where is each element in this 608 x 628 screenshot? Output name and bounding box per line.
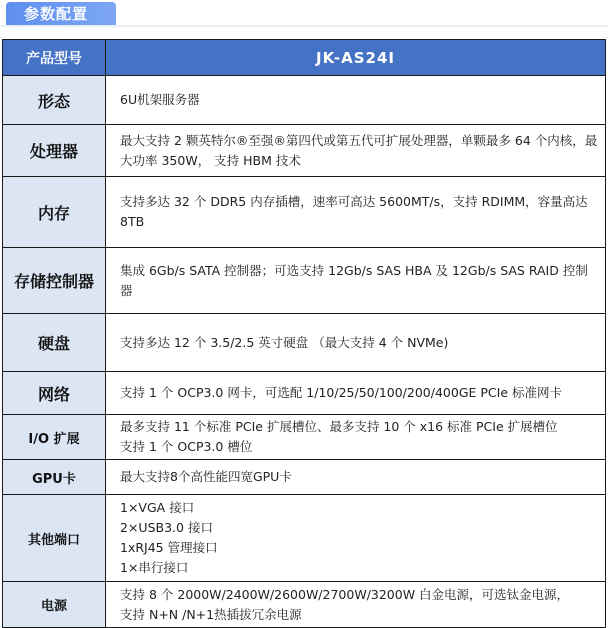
row-label-memory: 内存 xyxy=(3,177,106,248)
table-header-row xyxy=(3,40,606,76)
row-label-processor: 处理器 xyxy=(3,125,106,177)
row-value-memory xyxy=(106,177,606,248)
value-line: 支持 1 个 OCP3.0 槽位 xyxy=(120,439,253,454)
row-label-storage-controller: 存储控制器 xyxy=(3,248,106,314)
section-divider xyxy=(0,25,608,27)
row-value-processor xyxy=(106,125,606,177)
value-line: 最大支持8个高性能四宽GPU卡 xyxy=(120,469,292,484)
row-value-io-expansion xyxy=(106,415,606,460)
value-line: 支持 N+N /N+1热插拔冗余电源 xyxy=(120,606,302,622)
value-line: 支持多达 12 个 3.5/2.5 英寸硬盘 （最大支持 4 个 NVMe) xyxy=(120,334,449,350)
table-row xyxy=(3,125,606,177)
value-text: 集成 6Gb/s SATA 控制器；可选支持 12Gb/s SAS HBA 及 12Gb/s SAS RAID 控制器 xyxy=(120,262,588,298)
value-text: 支持多达 32 个 DDR5 内存插槽，速率可高达 5600MT/s，支持 RDIMM，容量高达 8TB xyxy=(120,194,588,229)
row-label-power-supply: 电源 xyxy=(3,582,106,628)
value-line: 最多支持 11 个标准 PCIe 扩展槽位、最多支持 10 个 x16 标准 PCIe 扩展槽位 xyxy=(120,419,558,434)
row-label-form: 形态 xyxy=(3,76,106,125)
header-product-model-label: 产品型号 xyxy=(3,40,106,76)
row-label-other-ports: 其他端口 xyxy=(3,495,106,582)
row-value-gpu xyxy=(106,460,606,495)
row-label-network: 网络 xyxy=(3,372,106,415)
table-row xyxy=(3,495,606,582)
value-line: 支持 1 个 OCP3.0 网卡，可选配 1/10/25/50/100/200/400GE PCIe 标准网卡 xyxy=(120,385,562,400)
header-product-model-value: JK-AS24I xyxy=(106,40,606,76)
row-value-other-ports xyxy=(106,495,606,582)
table-row xyxy=(3,248,606,314)
value-line: 1×VGA 接口 xyxy=(120,500,195,515)
table-row xyxy=(3,177,606,248)
row-value-storage-controller xyxy=(106,248,606,314)
value-line: 6U机架服务器 xyxy=(120,92,200,107)
section-title: 参数配置 xyxy=(24,5,89,23)
spec-table xyxy=(2,39,606,628)
row-value-power-supply xyxy=(106,582,606,628)
row-label-io-expansion: I/O 扩展 xyxy=(3,415,106,460)
value-line: 支持 8 个 2000W/2400W/2600W/2700W/3200W 白金电源，可选钛金电源， xyxy=(120,586,570,602)
value-line: 2×USB3.0 接口 xyxy=(120,520,213,535)
row-value-network xyxy=(106,372,606,415)
value-text: 最大支持 2 颗英特尔®至强®第四代或第五代可扩展处理器，单颗最多 64 个内核，最大功率 350W， 支持 HBM 技术 xyxy=(120,132,598,168)
table-row xyxy=(3,415,606,460)
row-value-form xyxy=(106,76,606,125)
value-line: 1×串行接口 xyxy=(120,560,189,575)
section-title-tab xyxy=(6,2,116,25)
row-label-gpu: GPU卡 xyxy=(3,460,106,495)
row-label-disk: 硬盘 xyxy=(3,314,106,372)
table-row xyxy=(3,372,606,415)
table-row xyxy=(3,460,606,495)
table-row xyxy=(3,314,606,372)
row-value-disk xyxy=(106,314,606,372)
value-line: 1xRJ45 管理接口 xyxy=(120,540,218,555)
table-row xyxy=(3,76,606,125)
table-row xyxy=(3,582,606,628)
